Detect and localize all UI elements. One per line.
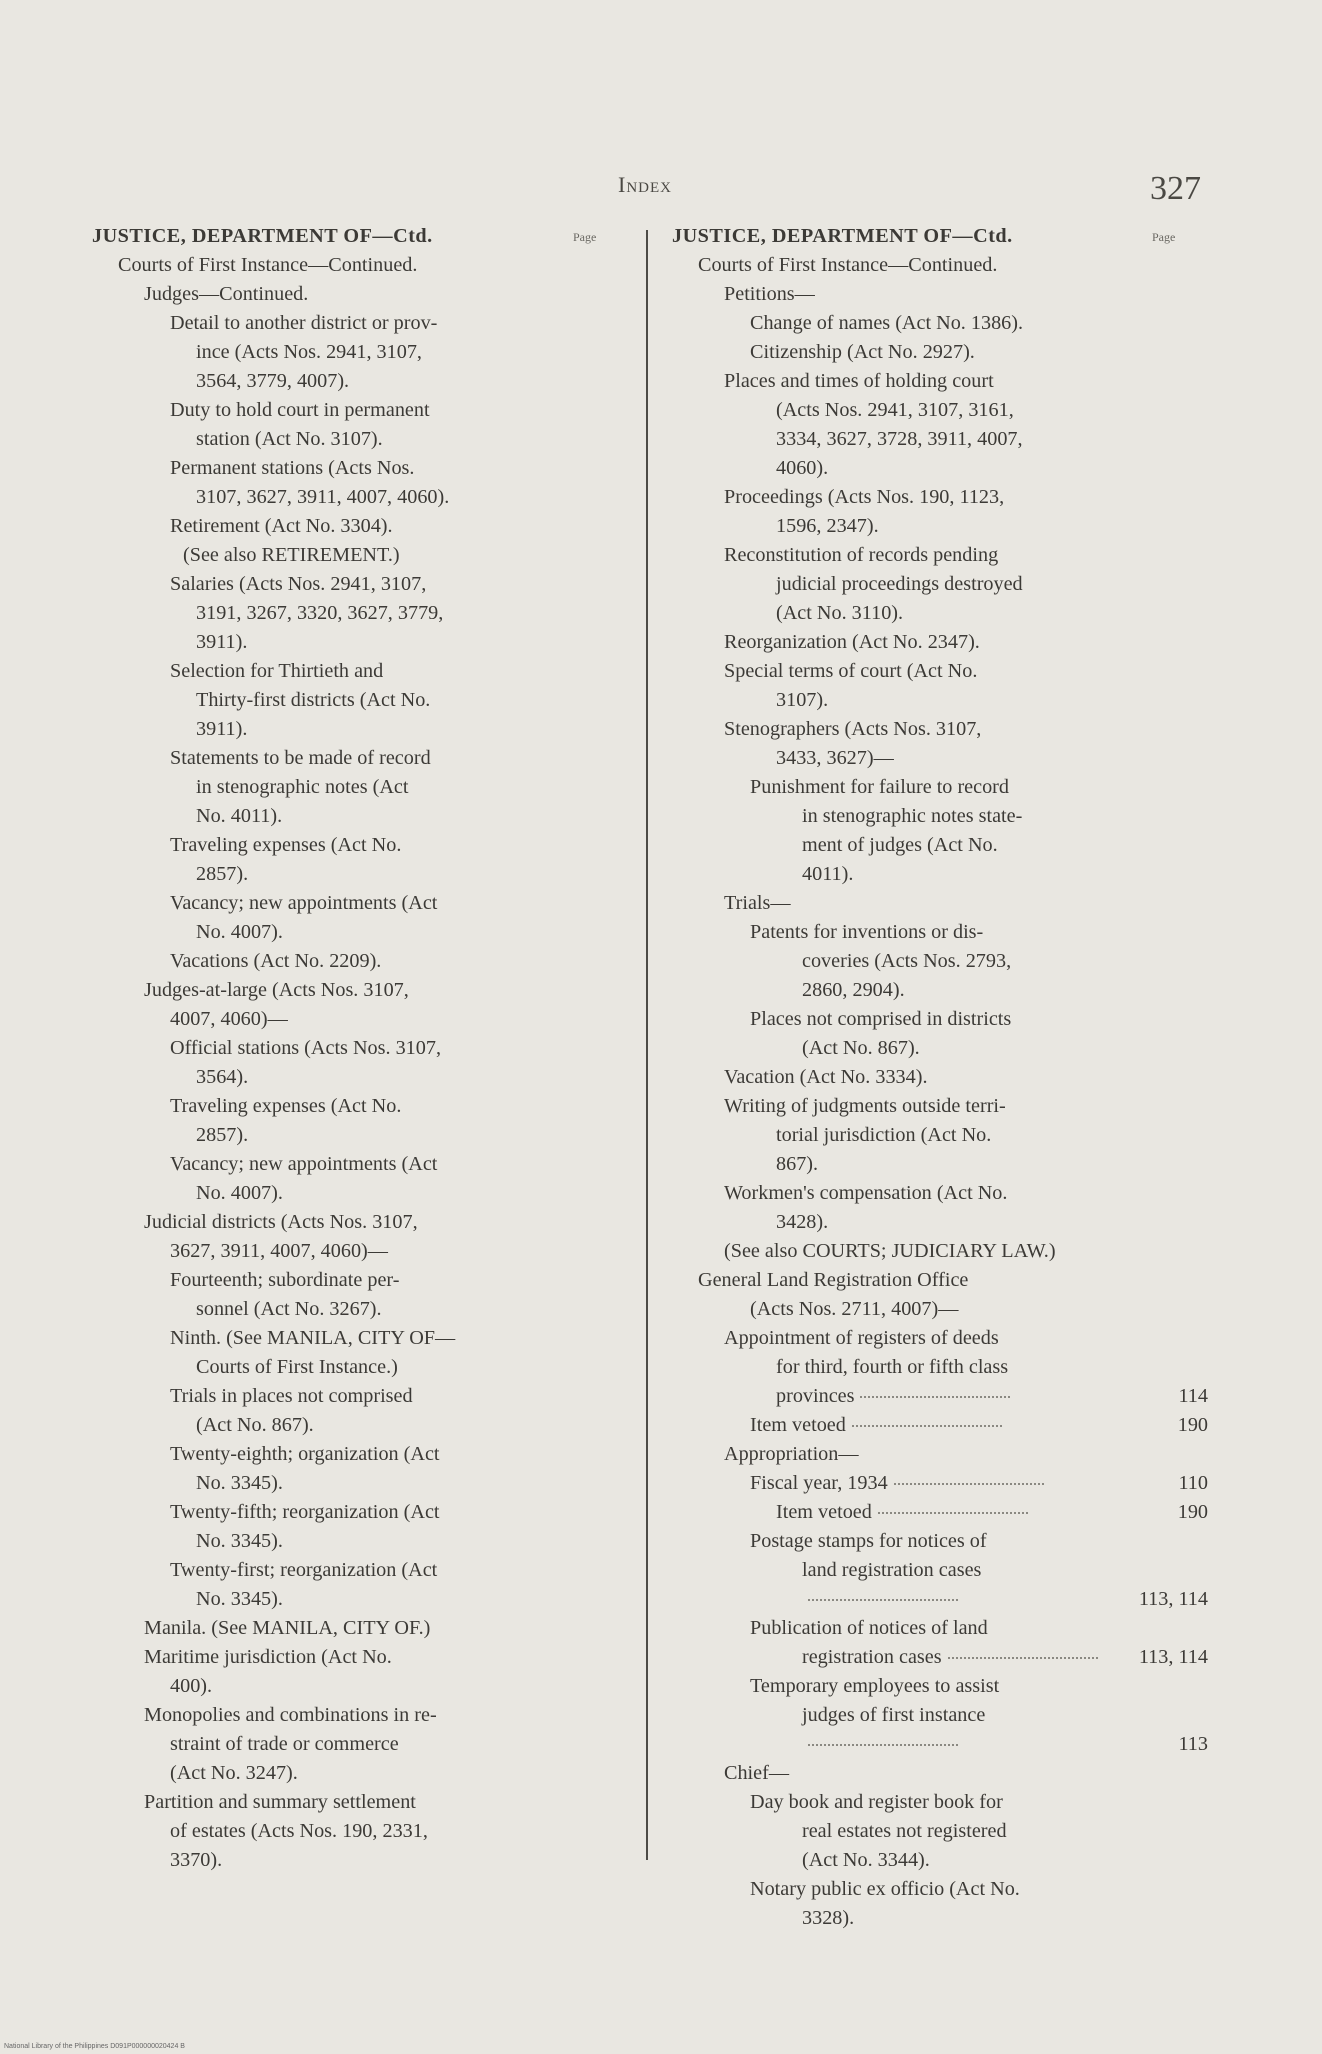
index-entry: [672, 860, 1208, 889]
index-entry: [672, 1527, 1208, 1556]
index-entry-text: Vacation (Act No. 3334).: [724, 1066, 928, 1088]
index-entry-text: Chief—: [724, 1762, 790, 1784]
index-entry-text: Courts of First Instance.): [196, 1356, 398, 1378]
index-entry: [92, 1817, 562, 1846]
index-entry-text: (Acts Nos. 2941, 3107, 3161,: [776, 399, 1014, 421]
index-entry: [672, 1759, 1208, 1788]
index-entry-text: 2857).: [196, 863, 249, 885]
index-entry: [672, 483, 1208, 512]
index-entry: [672, 1266, 1208, 1295]
index-entry: [672, 628, 1208, 657]
index-entry-text: (See also COURTS; JUDICIARY LAW.): [724, 1240, 1056, 1262]
index-entry: [92, 1208, 562, 1237]
index-entry: [672, 1034, 1208, 1063]
index-entry: [672, 338, 1208, 367]
index-entry-text: (See also RETIREMENT.): [183, 544, 400, 566]
index-entry-text: Postage stamps for notices of: [750, 1530, 987, 1552]
index-entry-text: No. 3345).: [196, 1530, 283, 1552]
index-entry-text: (Acts Nos. 2711, 4007)—: [750, 1298, 959, 1320]
index-entry: [92, 802, 562, 831]
index-entry-text: judges of first instance: [802, 1704, 986, 1726]
index-entry-text: coveries (Acts Nos. 2793,: [802, 950, 1012, 972]
index-entry-text: Monopolies and combinations in re-: [144, 1704, 437, 1726]
index-entry-text: Vacations (Act No. 2209).: [170, 950, 382, 972]
index-entry: [92, 1585, 562, 1614]
index-entry-text: No. 4007).: [196, 921, 283, 943]
index-entry: [672, 222, 1208, 251]
index-entry: [92, 1092, 562, 1121]
index-entry-text: Item vetoed: [750, 1414, 846, 1436]
index-entry: [672, 454, 1208, 483]
index-entry-text: 867).: [776, 1153, 819, 1175]
index-entry: [672, 570, 1208, 599]
index-entry: [92, 1295, 562, 1324]
index-entry: [92, 1759, 562, 1788]
index-entry-text: (Act No. 867).: [196, 1414, 314, 1436]
index-entry-text: straint of trade or commerce: [170, 1733, 399, 1755]
index-entry-text: (Act No. 3247).: [170, 1762, 298, 1784]
leader-dots: [808, 1599, 958, 1601]
index-entry-text: Salaries (Acts Nos. 2941, 3107,: [170, 573, 427, 595]
index-entry: [672, 425, 1208, 454]
index-entry-text: Punishment for failure to record: [750, 776, 1009, 798]
index-entry-text: Notary public ex officio (Act No.: [750, 1878, 1020, 1900]
index-entry-text: 3334, 3627, 3728, 3911, 4007,: [776, 428, 1023, 450]
index-entry: [672, 1498, 1208, 1527]
index-entry-text: Judicial districts (Acts Nos. 3107,: [144, 1211, 418, 1233]
index-entry: [672, 1875, 1208, 1904]
index-entry-text: Day book and register book for: [750, 1791, 1003, 1813]
index-entry: [672, 1672, 1208, 1701]
index-entry: [92, 1440, 562, 1469]
index-entry: [92, 1179, 562, 1208]
index-entry: [672, 1788, 1208, 1817]
index-page-ref: 190: [1177, 1414, 1208, 1436]
index-entry-text: Reorganization (Act No. 2347).: [724, 631, 980, 653]
index-entry-text: Twenty-first; reorganization (Act: [170, 1559, 438, 1581]
index-entry-text: Twenty-fifth; reorganization (Act: [170, 1501, 440, 1523]
index-entry-text: sonnel (Act No. 3267).: [196, 1298, 382, 1320]
index-entry: [92, 1121, 562, 1150]
index-entry-text: Traveling expenses (Act No.: [170, 834, 402, 856]
index-entry: [92, 251, 562, 280]
index-entry-text: Traveling expenses (Act No.: [170, 1095, 402, 1117]
index-entry-text: Petitions—: [724, 283, 815, 305]
index-entry-text: 3370).: [170, 1849, 223, 1871]
index-entry: [92, 1643, 562, 1672]
index-entry-text: judicial proceedings destroyed: [776, 573, 1023, 595]
index-entry-text: Judges—Continued.: [144, 283, 309, 305]
index-entry: [672, 715, 1208, 744]
index-entry: [672, 831, 1208, 860]
index-entry-text: Item vetoed: [776, 1501, 872, 1523]
index-entry: [672, 744, 1208, 773]
index-entry-text: 3564, 3779, 4007).: [196, 370, 350, 392]
index-entry: [92, 715, 562, 744]
index-entry: [92, 1614, 562, 1643]
index-entry-text: 4007, 4060)—: [170, 1008, 288, 1030]
index-entry: [672, 686, 1208, 715]
index-entry-text: Stenographers (Acts Nos. 3107,: [724, 718, 982, 740]
index-entry: [92, 1034, 562, 1063]
index-entry: [672, 280, 1208, 309]
index-entry: [92, 483, 562, 512]
column-divider: [646, 230, 648, 1860]
index-entry-text: Appropriation—: [724, 1443, 859, 1465]
index-entry: [92, 1730, 562, 1759]
index-entry: [92, 396, 562, 425]
index-entry: [92, 1672, 562, 1701]
index-entry-text: 2860, 2904).: [802, 979, 905, 1001]
index-entry: [92, 976, 562, 1005]
index-entry-text: Ninth. (See MANILA, CITY OF—: [170, 1327, 456, 1349]
leader-dots: [948, 1657, 1098, 1659]
index-entry: [92, 628, 562, 657]
leader-dots: [852, 1425, 1002, 1427]
index-entry: [92, 454, 562, 483]
index-entry-text: Courts of First Instance—Continued.: [698, 254, 998, 276]
index-entry: [92, 425, 562, 454]
index-entry: [672, 1150, 1208, 1179]
index-entry-text: Official stations (Acts Nos. 3107,: [170, 1037, 442, 1059]
index-entry-text: 3433, 3627)—: [776, 747, 894, 769]
index-entry-text: Change of names (Act No. 1386).: [750, 312, 1024, 334]
index-entry-text: of estates (Acts Nos. 190, 2331,: [170, 1820, 428, 1842]
index-entry: [672, 1556, 1208, 1614]
index-entry-text: Proceedings (Acts Nos. 190, 1123,: [724, 486, 1005, 508]
index-entry: [92, 1382, 562, 1411]
index-entry-text: Fourteenth; subordinate per-: [170, 1269, 400, 1291]
index-entry: [672, 396, 1208, 425]
index-entry: [92, 686, 562, 715]
index-entry-text: 3107, 3627, 3911, 4007, 4060).: [196, 486, 450, 508]
index-entry: [92, 541, 562, 570]
index-entry-text: registration cases: [802, 1646, 942, 1668]
index-entry-text: Duty to hold court in permanent: [170, 399, 430, 421]
index-entry: [92, 1498, 562, 1527]
index-entry-text: JUSTICE, DEPARTMENT OF—Ctd.: [92, 225, 433, 247]
index-entry: [92, 222, 562, 251]
index-entry-text: Publication of notices of land: [750, 1617, 988, 1639]
index-entry: [672, 773, 1208, 802]
index-entry: [672, 657, 1208, 686]
index-entry-text: Selection for Thirtieth and: [170, 660, 384, 682]
index-entry-text: 3191, 3267, 3320, 3627, 3779,: [196, 602, 444, 624]
index-entry: [92, 889, 562, 918]
index-entry: [672, 1643, 1208, 1672]
index-entry: [92, 773, 562, 802]
index-entry-text: (Act No. 867).: [802, 1037, 920, 1059]
index-entry: [672, 1295, 1208, 1324]
index-entry: [672, 1353, 1208, 1382]
index-entry-text: 3564).: [196, 1066, 249, 1088]
index-entry-text: 2857).: [196, 1124, 249, 1146]
index-entry: [672, 541, 1208, 570]
index-page-ref: 113, 114: [1138, 1588, 1208, 1610]
index-entry: [92, 309, 562, 338]
index-entry-text: ince (Acts Nos. 2941, 3107,: [196, 341, 422, 363]
index-entry-text: Special terms of court (Act No.: [724, 660, 978, 682]
index-entry: [92, 1469, 562, 1498]
index-entry-text: Trials—: [724, 892, 791, 914]
index-entry: [672, 1817, 1208, 1846]
index-entry-text: Partition and summary settlement: [144, 1791, 416, 1813]
index-entry-text: 4011).: [802, 863, 854, 885]
index-entry-text: Permanent stations (Acts Nos.: [170, 457, 415, 479]
leader-dots: [894, 1483, 1044, 1485]
index-entry-text: Retirement (Act No. 3304).: [170, 515, 393, 537]
left-index-column: [92, 222, 562, 1875]
index-entry-text: Citizenship (Act No. 2927).: [750, 341, 975, 363]
index-entry-text: (Act No. 3110).: [776, 602, 904, 624]
index-entry-text: Vacancy; new appointments (Act: [170, 892, 438, 914]
index-entry-text: 3911).: [196, 718, 248, 740]
index-entry-text: 400).: [170, 1675, 213, 1697]
running-title: Index: [618, 172, 672, 197]
index-entry-text: Statements to be made of record: [170, 747, 431, 769]
index-entry: [92, 1150, 562, 1179]
index-entry: [672, 1092, 1208, 1121]
index-entry: [92, 1788, 562, 1817]
index-entry-text: Appointment of registers of deeds: [724, 1327, 999, 1349]
index-entry: [92, 280, 562, 309]
index-entry: [672, 1469, 1208, 1498]
index-entry: [92, 367, 562, 396]
index-entry: [672, 1208, 1208, 1237]
index-entry: [672, 918, 1208, 947]
index-entry: [672, 1440, 1208, 1469]
index-entry-text: Trials in places not comprised: [170, 1385, 413, 1407]
index-entry-text: General Land Registration Office: [698, 1269, 969, 1291]
index-entry: [92, 831, 562, 860]
index-entry: [92, 1266, 562, 1295]
index-entry-text: Places not comprised in districts: [750, 1008, 1012, 1030]
index-entry-text: (Act No. 3344).: [802, 1849, 930, 1871]
index-entry-text: Maritime jurisdiction (Act No.: [144, 1646, 392, 1668]
index-entry: [672, 367, 1208, 396]
index-entry: [92, 1005, 562, 1034]
index-entry: [672, 976, 1208, 1005]
index-entry: [672, 1121, 1208, 1150]
index-entry-text: 3428).: [776, 1211, 829, 1233]
index-entry: [92, 512, 562, 541]
index-entry: [672, 889, 1208, 918]
index-entry-text: Places and times of holding court: [724, 370, 994, 392]
leader-dots: [860, 1396, 1010, 1398]
left-page-column-label: Page: [573, 230, 597, 244]
index-entry-text: in stenographic notes state-: [802, 805, 1023, 827]
index-entry: [672, 802, 1208, 831]
leader-dots: [808, 1744, 958, 1746]
index-entry-text: Thirty-first districts (Act No.: [196, 689, 431, 711]
index-entry-text: 3911).: [196, 631, 248, 653]
index-entry-text: for third, fourth or fifth class: [776, 1356, 1009, 1378]
index-entry-text: 4060).: [776, 457, 829, 479]
index-entry-text: station (Act No. 3107).: [196, 428, 383, 450]
index-entry-text: 1596, 2347).: [776, 515, 879, 537]
index-entry-text: Patents for inventions or dis-: [750, 921, 984, 943]
index-page-ref: 110: [1178, 1472, 1208, 1494]
index-page-ref: 113: [1178, 1733, 1208, 1755]
index-entry-text: Manila. (See MANILA, CITY OF.): [144, 1617, 431, 1639]
index-entry-text: No. 4007).: [196, 1182, 283, 1204]
index-entry: [92, 860, 562, 889]
index-entry: [92, 1063, 562, 1092]
index-entry-text: torial jurisdiction (Act No.: [776, 1124, 992, 1146]
index-page-ref: 114: [1178, 1385, 1208, 1407]
index-entry: [672, 1701, 1208, 1759]
index-entry: [92, 1701, 562, 1730]
index-entry: [672, 1324, 1208, 1353]
index-entry: [672, 1614, 1208, 1643]
index-entry: [672, 1063, 1208, 1092]
index-entry-text: No. 3345).: [196, 1472, 283, 1494]
index-entry: [92, 1353, 562, 1382]
index-entry: [92, 338, 562, 367]
index-entry: [672, 1411, 1208, 1440]
index-page-ref: 113, 114: [1138, 1646, 1208, 1668]
index-entry: [672, 1904, 1208, 1933]
index-entry-text: No. 4011).: [196, 805, 283, 827]
index-entry: [92, 657, 562, 686]
index-entry: [672, 1179, 1208, 1208]
right-page-column-label: Page: [1152, 230, 1176, 244]
index-entry: [92, 1527, 562, 1556]
index-entry-text: 3107).: [776, 689, 829, 711]
index-entry-text: Temporary employees to assist: [750, 1675, 1000, 1697]
index-entry-text: Judges-at-large (Acts Nos. 3107,: [144, 979, 409, 1001]
index-entry: [92, 744, 562, 773]
index-entry: [92, 947, 562, 976]
index-entry-text: real estates not registered: [802, 1820, 1007, 1842]
index-entry-text: JUSTICE, DEPARTMENT OF—Ctd.: [672, 225, 1013, 247]
page-number: 327: [1150, 170, 1201, 207]
index-entry-text: ment of judges (Act No.: [802, 834, 998, 856]
index-entry: [92, 570, 562, 599]
index-entry-text: No. 3345).: [196, 1588, 283, 1610]
index-entry-text: land registration cases: [802, 1559, 982, 1581]
index-entry: [92, 1237, 562, 1266]
index-entry-text: Detail to another district or prov-: [170, 312, 438, 334]
index-entry: [672, 309, 1208, 338]
index-entry: [672, 1382, 1208, 1411]
index-entry: [92, 1324, 562, 1353]
index-entry: [672, 947, 1208, 976]
index-entry-text: Vacancy; new appointments (Act: [170, 1153, 438, 1175]
index-entry: [672, 1846, 1208, 1875]
index-entry: [92, 599, 562, 628]
index-entry-text: Workmen's compensation (Act No.: [724, 1182, 1008, 1204]
index-entry-text: Courts of First Instance—Continued.: [118, 254, 418, 276]
index-page-ref: 190: [1177, 1501, 1208, 1523]
index-entry-text: Writing of judgments outside terri-: [724, 1095, 1006, 1117]
index-entry: [672, 1005, 1208, 1034]
index-entry-text: Reconstitution of records pending: [724, 544, 999, 566]
index-entry-text: Twenty-eighth; organization (Act: [170, 1443, 440, 1465]
index-entry: [92, 1411, 562, 1440]
index-entry-text: in stenographic notes (Act: [196, 776, 409, 798]
index-entry: [92, 1556, 562, 1585]
index-entry: [92, 918, 562, 947]
index-entry-text: Fiscal year, 1934: [750, 1472, 888, 1494]
index-entry-text: 3627, 3911, 4007, 4060)—: [170, 1240, 388, 1262]
index-entry: [672, 599, 1208, 628]
index-entry-text: provinces: [776, 1385, 855, 1407]
index-entry: [92, 1846, 562, 1875]
index-entry: [672, 1237, 1208, 1266]
library-footer: National Library of the Philippines D091P000000020424 B: [4, 2043, 185, 2050]
right-index-column: [672, 222, 1208, 1933]
index-entry: [672, 251, 1208, 280]
index-entry-text: 3328).: [802, 1907, 855, 1929]
index-entry: [672, 512, 1208, 541]
leader-dots: [878, 1512, 1028, 1514]
